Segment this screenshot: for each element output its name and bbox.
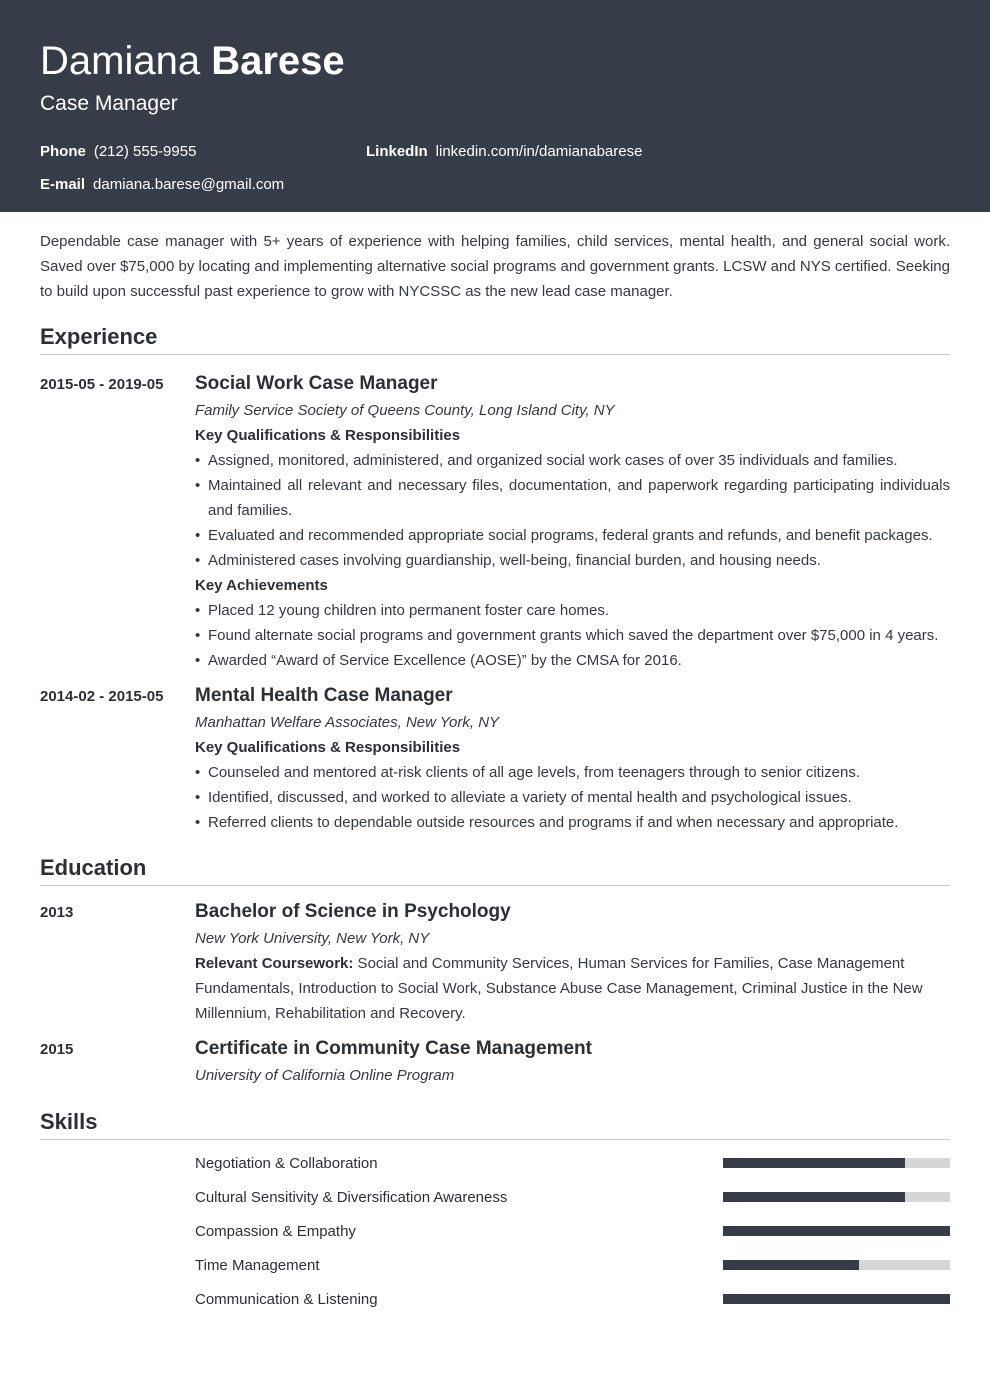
linkedin-link[interactable]: linkedin.com/in/damianabarese [435, 143, 643, 160]
education-degree: Certificate in Community Case Management [195, 1038, 592, 1059]
skill-row [40, 1282, 950, 1316]
skills-list [40, 1146, 950, 1316]
skill-row [40, 1214, 950, 1248]
phone-value: (212) 555-9955 [93, 143, 197, 160]
skill-level-fill [723, 1294, 950, 1304]
resume-header [0, 0, 990, 212]
coursework-label: Relevant Coursework: [195, 955, 354, 972]
skill-row [40, 1180, 950, 1214]
phone-label: Phone [40, 143, 86, 160]
education-school: New York University, New York, NY [195, 930, 430, 947]
achievements-heading: Key Achievements [195, 577, 328, 594]
skill-level-fill [723, 1260, 859, 1270]
list-item: • Assigned, monitored, administered, and organized social work cases of over 35 individuals and families. [195, 448, 950, 473]
first-name: Damiana [40, 39, 201, 83]
linkedin-label: LinkedIn [366, 143, 428, 160]
skill-level-bar [723, 1226, 950, 1236]
skill-name: Cultural Sensitivity & Diversification Awareness [195, 1188, 508, 1206]
education-degree: Bachelor of Science in Psychology [195, 901, 511, 922]
summary: Dependable case manager with 5+ years of experience with helping families, child services, mental health, and general social work. Saved over $75,000 by locating and implementing alternative social programs and government grants. LCSW and NYS certified. Seeking to build upon successful past experience to grow with NYCSSC as the new lead case manager. [40, 233, 950, 300]
list-item: • Maintained all relevant and necessary files, documentation, and paperwork regarding participating individuals and families. [195, 473, 950, 523]
skill-name: Time Management [195, 1256, 320, 1274]
education-entry [40, 897, 950, 1026]
skill-level-fill [723, 1226, 950, 1236]
job-title: Case Manager [40, 92, 178, 115]
section-title-education: Education [40, 855, 950, 886]
resume-body [0, 229, 990, 1316]
education-year: 2015 [40, 1041, 74, 1058]
experience-dates: 2014-02 - 2015-05 [40, 688, 164, 705]
achievements-list [195, 598, 950, 673]
skill-level-fill [723, 1158, 905, 1168]
list-item: • Awarded “Award of Service Excellence (AOSE)” by the CMSA for 2016. [195, 648, 950, 673]
skill-row [40, 1248, 950, 1282]
skill-level-bar [723, 1260, 950, 1270]
list-item: • Counseled and mentored at-risk clients of all age levels, from teenagers through to senior citizens. [195, 760, 950, 785]
skill-level-bar [723, 1158, 950, 1168]
experience-title: Mental Health Case Manager [195, 685, 453, 706]
skill-name: Compassion & Empathy [195, 1222, 356, 1240]
full-name [40, 38, 950, 84]
skill-level-bar [723, 1192, 950, 1202]
experience-dates: 2015-05 - 2019-05 [40, 376, 164, 393]
section-title-experience: Experience [40, 324, 950, 355]
email-label: E-mail [40, 176, 86, 193]
list-item: • Identified, discussed, and worked to alleviate a variety of mental health and psychological issues. [195, 785, 950, 810]
coursework-list: Social and Community Services, Human Services for Families, Case Management Fundamentals, Introduction to Social Work, Substance Abuse Case Management, Criminal Justice in the New Millennium, Rehabilitation and Recovery. [195, 955, 923, 1022]
section-title-skills: Skills [40, 1109, 950, 1140]
skill-row [40, 1146, 950, 1180]
list-item: • Placed 12 young children into permanent foster care homes. [195, 598, 950, 623]
experience-title: Social Work Case Manager [195, 373, 438, 394]
skill-name: Negotiation & Collaboration [195, 1154, 378, 1172]
list-item: • Referred clients to dependable outside resources and programs if and when necessary and appropriate. [195, 810, 950, 835]
experience-company: Family Service Society of Queens County, Long Island City, NY [195, 402, 615, 419]
list-item: • Administered cases involving guardianship, well-being, financial burden, and housing needs. [195, 548, 950, 573]
experience-entry [40, 369, 950, 673]
list-item: • Evaluated and recommended appropriate social programs, federal grants and refunds, and benefit packages. [195, 523, 950, 548]
email-link[interactable]: damiana.barese@gmail.com [93, 176, 285, 193]
list-item: • Found alternate social programs and government grants which saved the department over $75,000 in 4 years. [195, 623, 950, 648]
contact-linkedin [366, 143, 642, 161]
coursework [195, 951, 950, 1026]
contact-email [40, 176, 284, 194]
experience-company: Manhattan Welfare Associates, New York, NY [195, 714, 500, 731]
contact-phone [40, 143, 196, 161]
skill-level-bar [723, 1294, 950, 1304]
last-name: Barese [211, 39, 345, 83]
responsibilities-heading: Key Qualifications & Responsibilities [195, 739, 461, 756]
skill-level-fill [723, 1192, 905, 1202]
skill-name: Communication & Listening [195, 1290, 378, 1308]
responsibilities-list [195, 760, 950, 835]
education-year: 2013 [40, 904, 74, 921]
education-entry [40, 1034, 950, 1088]
responsibilities-heading: Key Qualifications & Responsibilities [195, 427, 461, 444]
experience-entry [40, 681, 950, 835]
education-school: University of California Online Program [195, 1067, 455, 1084]
responsibilities-list [195, 448, 950, 573]
